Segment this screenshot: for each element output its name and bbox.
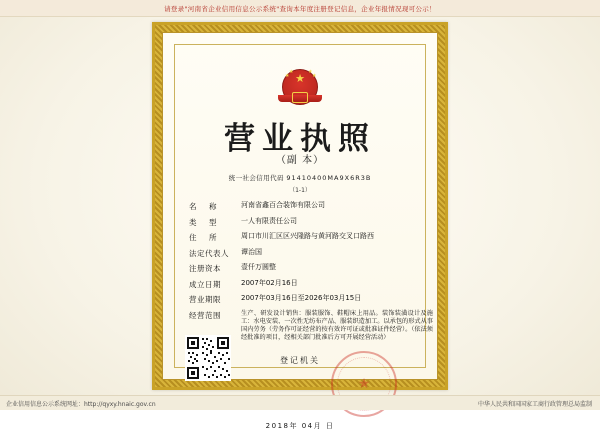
field-label: 营业期限 — [189, 295, 221, 304]
certificate-fields — [189, 201, 433, 347]
field-value: 2007年02月16日 — [241, 278, 298, 287]
credit-code-label: 统一社会信用代码 — [228, 174, 284, 182]
emblem-small-star-4: ★ — [312, 73, 317, 79]
field-row — [189, 294, 433, 305]
field-row — [189, 279, 433, 290]
field-value: 周口市川汇区区兴隆路与黄河路交叉口路西 — [241, 232, 374, 240]
field-label: 法定代表人 — [189, 248, 229, 258]
field-label: 成立日期 — [189, 279, 221, 289]
field-row — [189, 201, 433, 212]
emblem-small-star-3: ★ — [308, 69, 313, 75]
credit-code-value: 91410400MA9X6R3B — [286, 174, 372, 182]
registry-authority-label: 登记机关 — [280, 356, 320, 365]
emblem-small-star-1: ★ — [285, 73, 290, 79]
credit-code-sub: （1-1） — [289, 187, 311, 194]
field-label: 类 型 — [189, 217, 219, 227]
field-value: 生产、研发设计销售：服装服饰、鞋帽床上用品。装饰装潢设计及施工：水电安装、一次性无纺布产品、服装织造加工。以承包的形式从事国内劳务（劳务作可证经营的按有效许可证或批准证件经营）。（依法须经批准的项目，经相关部门批准后方可开展经营活动） — [241, 309, 433, 342]
field-row — [189, 217, 433, 228]
field-label: 名 称 — [189, 202, 219, 211]
footer-right-text: 中华人民共和国国家工商行政管理总局监制 — [477, 400, 592, 408]
field-value: 河南省鑫百合装饰有限公司 — [241, 201, 325, 209]
field-value: 2007年03月16日至2026年03月15日 — [241, 294, 362, 302]
business-license-certificate — [152, 22, 448, 430]
emblem-small-star-2: ★ — [289, 69, 294, 75]
footer-bar — [0, 395, 600, 410]
emblem-gear — [292, 92, 308, 103]
footer-left-text: 企业信用信息公示系统网址：http://qyxy.hnaic.gov.cn — [6, 400, 156, 408]
field-row — [189, 232, 433, 243]
national-emblem-icon — [274, 61, 326, 107]
credit-code-line — [163, 173, 437, 182]
field-value: 一人有限责任公司 — [241, 216, 297, 225]
field-row — [189, 263, 433, 274]
top-banner-text: 请登录"河南省企业信用信息公示系统"查询本年度注册登记信息，企业年报情况现可公示！ — [164, 4, 436, 13]
certificate-title: 营业执照 — [224, 121, 376, 157]
field-value: 壹仟万圆整 — [241, 263, 276, 271]
field-label: 住 所 — [189, 233, 219, 242]
field-label: 注册资本 — [189, 264, 221, 273]
certificate-border-inner — [162, 32, 438, 430]
field-value: 谭治国 — [241, 247, 262, 256]
field-row — [189, 248, 433, 259]
seal-star-icon: ★ — [357, 376, 371, 392]
certificate-subtitle: （副 本） — [275, 155, 325, 166]
field-label: 经营范围 — [189, 310, 221, 320]
emblem-star: ★ — [295, 72, 305, 85]
certificate-border-outer — [152, 22, 448, 430]
issue-date: 2018年 04月 日 — [265, 422, 335, 430]
top-banner — [0, 0, 600, 17]
